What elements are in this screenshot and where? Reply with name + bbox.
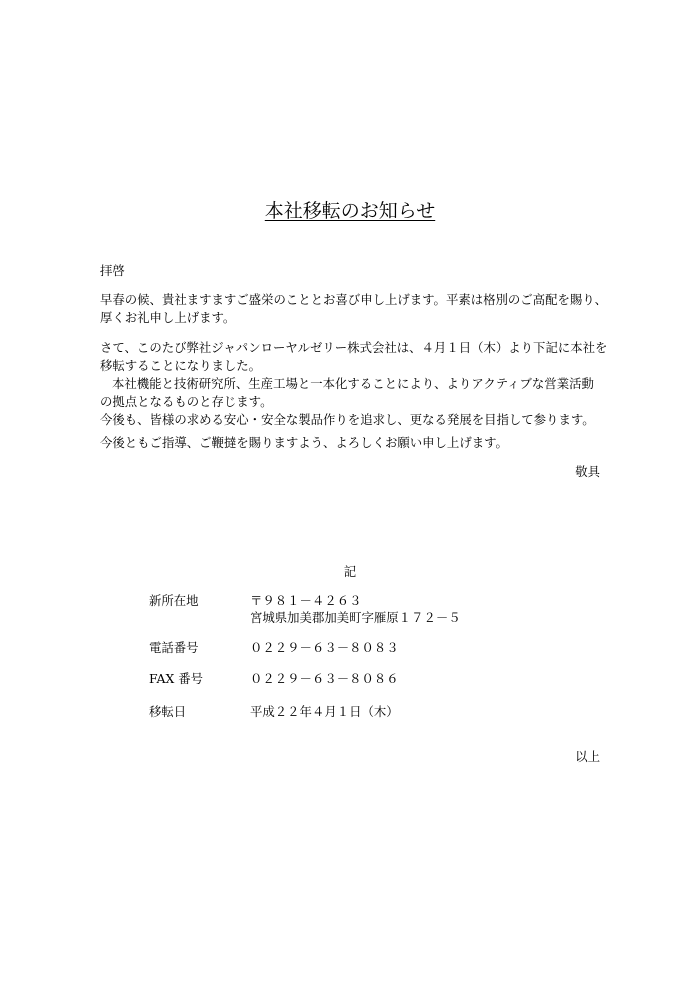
postal-code: 〒９８１－４２６３ (250, 593, 362, 608)
fax-label: FAX 番号 (149, 671, 204, 686)
closing-keigu: 敬具 (575, 464, 600, 479)
announcement-line-5: 今後も、皆様の求める安心・安全な製品作りを追求し、更なる発展を目指して参ります。 (100, 412, 595, 427)
date-label: 移転日 (149, 704, 187, 719)
announcement-paragraph (100, 339, 610, 429)
address-value: 宮城県加美郡加美町字雁原１７２－５ (250, 610, 461, 625)
ki-heading: 記 (343, 564, 357, 579)
greeting-line-1: 早春の候、貴社ますますご盛栄のこととお喜び申し上げます。平素は格別のご高配を賜り、 (100, 292, 608, 307)
announcement-line-3: 本社機能と技術研究所、生産工場と一本化することにより、よりアクティブな営業活動 (112, 376, 594, 391)
greeting-paragraph (100, 291, 610, 327)
phone-value: ０２２９－６３－８０８３ (250, 640, 399, 655)
title-text: 本社移転のお知らせ (264, 200, 436, 222)
request-paragraph: 今後ともご指導、ご鞭撻を賜りますよう、よろしくお願い申し上げます。 (100, 435, 508, 450)
address-label: 新所在地 (149, 593, 199, 608)
greeting-line-2: 厚くお礼申し上げます。 (100, 310, 236, 325)
date-value: 平成２２年４月１日（木） (250, 704, 399, 719)
announcement-line-4: の拠点となるものと存じます。 (100, 394, 273, 409)
announcement-line-1: さて、このたび弊社ジャパンローヤルゼリー株式会社は、４月１日（木）より下記に本社を (100, 340, 608, 355)
fax-value: ０２２９－６３－８０８６ (250, 671, 399, 686)
closing-ijou: 以上 (575, 749, 600, 764)
announcement-line-2: 移転することになりました。 (100, 358, 262, 373)
salutation: 拝啓 (100, 263, 125, 278)
document-title (0, 199, 700, 223)
phone-label: 電話番号 (149, 640, 199, 655)
